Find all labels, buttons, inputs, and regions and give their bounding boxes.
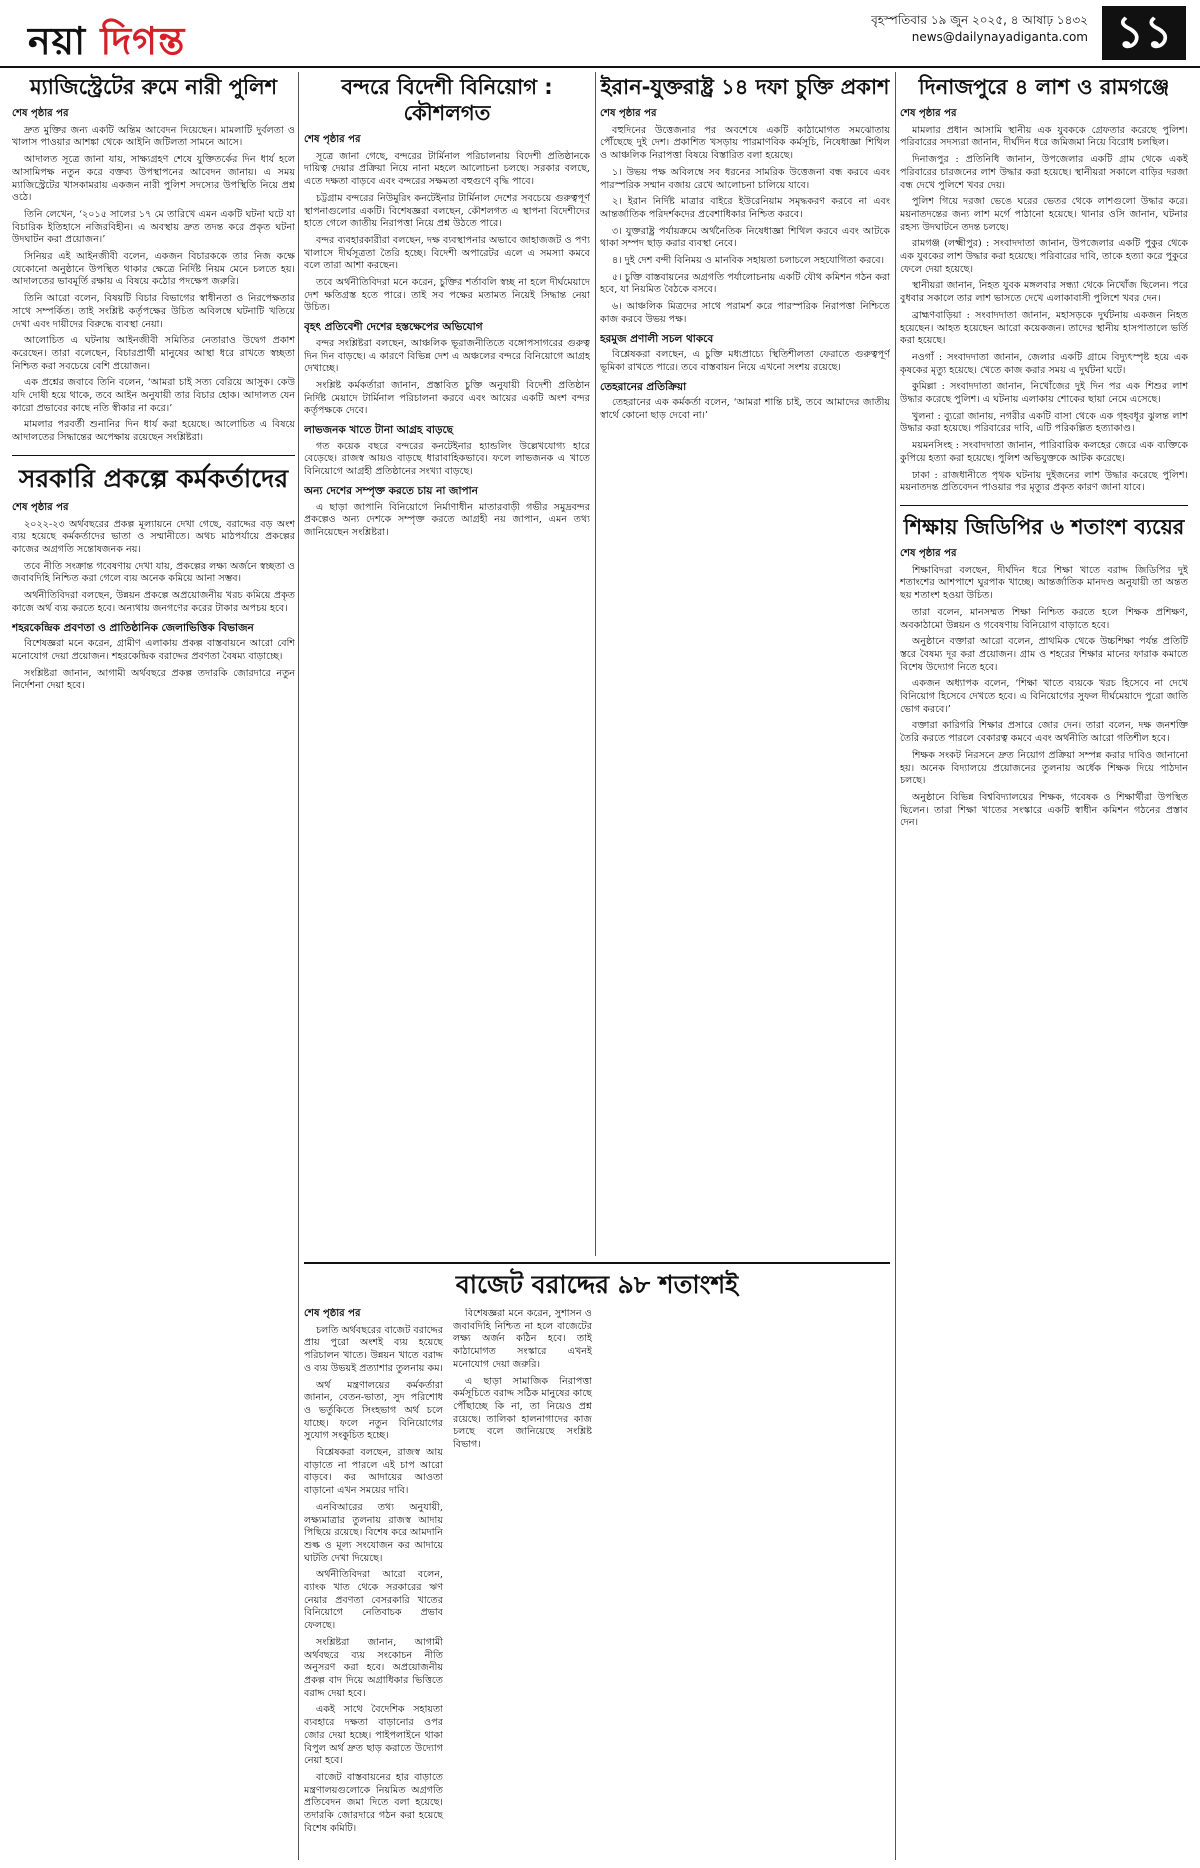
paragraph: তেহরানের এক কর্মকর্তা বলেন, ‘আমরা শান্তি চাই, তবে আমাদের জাতীয় স্বার্থে কোনো ছাড় দেবো না।’ <box>600 397 890 422</box>
article-budget <box>304 1262 890 1862</box>
continued-label: শেষ পৃষ্ঠার পর <box>600 108 657 119</box>
article-govt-project <box>12 464 295 693</box>
paragraph: ২। ইরান নির্দিষ্ট মাত্রার বাইরে ইউরেনিয়াম সমৃদ্ধকরণ করবে না এবং আন্তর্জাতিক পরিদর্শকদের প্রবেশাধিকার নিশ্চিত করবে। <box>600 196 890 220</box>
paragraph: বিশেষজ্ঞরা মনে করেন, গ্রামীণ এলাকায় প্রকল্প বাস্তবায়নে আরো বেশি মনোযোগ দেয়া প্রয়োজন। শহরকেন্দ্রিক বরাদ্দের প্রবণতা বৈষম্য বাড়াচ্ছে। <box>12 638 295 662</box>
subheading: শহরকেন্দ্রিক প্রবণতা ও প্রাতিষ্ঠানিক জেলাভিত্তিক বিভাজন <box>12 621 254 634</box>
paragraph: সংশ্লিষ্টরা জানান, আগামী অর্থবছরে ব্যয় সংকোচন নীতি অনুসরণ করা হবে। অপ্রয়োজনীয় প্রকল্প বাদ দিয়ে অগ্রাধিকার ভিত্তিতে বরাদ্দ দেয়া হবে। <box>304 1636 443 1699</box>
paragraph: অনুষ্ঠানে বক্তারা আরো বলেন, প্রাথমিক থেকে উচ্চশিক্ষা পর্যন্ত প্রতিটি স্তরে বৈষম্য দূর করা প্রয়োজন। গ্রাম ও শহরের শিক্ষার মানের ফারাক কমাতে বিশেষ উদ্যোগ নিতে হবে। <box>900 636 1188 673</box>
column-3 <box>600 72 890 1256</box>
paragraph: খুলনা : ব্যুরো জানায়, নগরীর একটি বাসা থেকে এক গৃহবধূর ঝুলন্ত লাশ উদ্ধার করা হয়েছে। পরিবারের দাবি, এটি পরিকল্পিত হত্যাকাণ্ড। <box>900 410 1188 435</box>
paragraph: চট্টগ্রাম বন্দরের নিউমুরিং কনটেইনার টার্মিনাল দেশের সবচেয়ে গুরুত্বপূর্ণ স্থাপনাগুলোর একটি। বিশেষজ্ঞরা বলছেন, কৌশলগত এ স্থাপনা বিদেশীদের হাতে গেলে জাতীয় নিরাপত্তা নিয়ে প্রশ্ন উঠতে পারে। <box>304 192 590 230</box>
newspaper-logo <box>28 12 185 76</box>
column-2 <box>304 72 590 1256</box>
paragraph: তবে অর্থনীতিবিদরা মনে করেন, চুক্তির শর্তাবলি স্বচ্ছ না হলে দীর্ঘমেয়াদে দেশ ক্ষতিগ্রস্ত হতে পারে। তাই সব পক্ষের মতামত নিয়েই সিদ্ধান্ত নেয়া উচিত। <box>304 277 590 314</box>
paragraph: ২০২২-২৩ অর্থবছরের প্রকল্প মূল্যায়নে দেখা গেছে, বরাদ্দের বড় অংশ ব্যয় হয়েছে কর্মকর্তাদের ভাতা ও সম্মানীতে। অথচ মাঠপর্যায়ে প্রকল্পের কাজের অগ্রগতি সন্তোষজনক নয়। <box>12 518 295 555</box>
paragraph: তবে নীতি সংক্রান্ত গবেষণায় দেখা যায়, প্রকল্পের লক্ষ্য অর্জনে স্বচ্ছতা ও জবাবদিহি নিশ্চিত করা গেলে ব্যয় অনেক কমিয়ে আনা সম্ভব। <box>12 560 295 585</box>
headline: দিনাজপুরে ৪ লাশ ও রামগঞ্জে <box>918 75 1170 99</box>
contact-email: news@dailynayadiganta.com <box>911 30 1088 44</box>
paragraph: বিশেষজ্ঞরা মনে করেন, সুশাসন ও জবাবদিহি নিশ্চিত না হলে বাজেটের লক্ষ্য অর্জন কঠিন হবে। তাই কাঠামোগত সংস্কারে এখনই মনোযোগ দেয়া জরুরি। <box>453 1308 592 1370</box>
page-number: ১১ <box>1102 6 1186 60</box>
column-rule <box>595 72 596 1256</box>
masthead-meta <box>871 12 1088 46</box>
paragraph: সূত্রে জানা গেছে, বন্দরের টার্মিনাল পরিচালনায় বিদেশী প্রতিষ্ঠানকে দায়িত্ব দেয়ার প্রক্রিয়া নিয়ে নানা মহলে আলোচনা চলছে। সরকার বলছে, এতে দক্ষতা বাড়বে এবং বন্দরের সক্ষমতা বহুগুণে বৃদ্ধি পাবে। <box>304 150 590 188</box>
paragraph: এ ছাড়া জাপানি বিনিয়োগে নির্মাণাধীন মাতারবাড়ী গভীর সমুদ্রবন্দর প্রকল্পেও অন্য দেশকে সম্পৃক্ত করতে আগ্রহী নয় জাপান, এমন তথ্য জানিয়েছেন সংশ্লিষ্টরা। <box>304 501 590 538</box>
paragraph: কুমিল্লা : সংবাদদাতা জানান, নিখোঁজের দুই দিন পর এক শিশুর লাশ উদ্ধার করেছে পুলিশ। এ ঘটনায় এলাকায় শোকের ছায়া নেমে এসেছে। <box>900 381 1188 406</box>
paragraph: এনবিআরের তথ্য অনুযায়ী, লক্ষ্যমাত্রার তুলনায় রাজস্ব আদায় পিছিয়ে রয়েছে। বিশেষ করে আমদানি শুল্ক ও মূল্য সংযোজন কর আদায়ে ঘাটতি দেখা দিয়েছে। <box>304 1501 443 1564</box>
paragraph: তিনি লেখেন, ‘২০১৫ সালের ১৭ মে তারিখে এমন একটি ঘটনা ঘটে যা বিচারিক ইতিহাসে নজিরবিহীন। এ অবস্থায় দ্রুত তদন্ত করে প্রকৃত ঘটনা উদঘাটন করা প্রয়োজন।’ <box>12 208 295 246</box>
paragraph: পুলিশ গিয়ে দরজা ভেঙে ঘরের ভেতর থেকে লাশগুলো উদ্ধার করে। ময়নাতদন্তের জন্য লাশ মর্গে পাঠানো হয়েছে। থানার ওসি জানান, ঘটনার রহস্য উদঘাটনে তদন্ত চলছে। <box>900 196 1188 233</box>
paragraph: অর্থনীতিবিদরা আরো বলেন, ব্যাংক খাত থেকে সরকারের ঋণ নেয়ার প্রবণতা বেসরকারি খাতের বিনিয়োগে নেতিবাচক প্রভাব ফেলছে। <box>304 1569 443 1632</box>
paragraph: শিক্ষাবিদরা বলছেন, দীর্ঘদিন ধরে শিক্ষা খাতে বরাদ্দ জিডিপির দুই শতাংশের আশপাশে ঘুরপাক খাচ্ছে। আন্তর্জাতিক মানদণ্ড অনুযায়ী তা অন্তত ছয় শতাংশ হওয়া উচিত। <box>900 564 1188 602</box>
masthead <box>0 0 1200 68</box>
paragraph: সংশ্লিষ্টরা জানান, আগামী অর্থবছরে প্রকল্প তদারকি জোরদারে নতুন নির্দেশনা দেয়া হবে। <box>12 667 295 692</box>
article-iran-us <box>600 74 890 423</box>
headline: শিক্ষায় জিডিপির ৬ শতাংশ ব্যয়ের <box>903 514 1185 539</box>
paragraph: গত কয়েক বছরে বন্দরের কনটেইনার হ্যান্ডলিং উল্লেখযোগ্য হারে বেড়েছে। রাজস্ব আয়ও বাড়ছে ধারাবাহিকভাবে। ফলে লাভজনক এ খাতে বিনিয়োগে আগ্রহী প্রতিষ্ঠানের সংখ্যা বাড়ছে। <box>304 440 590 478</box>
article-education <box>900 514 1188 830</box>
article-divider <box>12 455 295 456</box>
column-4 <box>900 72 1188 1860</box>
continued-label: শেষ পৃষ্ঠার পর <box>900 108 957 119</box>
paragraph: ৪। দুই দেশ বন্দী বিনিময় ও মানবিক সহায়তা চলাচলে সহযোগিতা করবে। <box>612 255 885 267</box>
paragraph: ময়মনসিংহ : সংবাদদাতা জানান, পারিবারিক কলহের জেরে এক ব্যক্তিকে কুপিয়ে হত্যা করা হয়েছে। পুলিশ অভিযুক্তকে আটক করেছে। <box>900 440 1188 464</box>
paragraph: দিনাজপুর : প্রতিনিধি জানান, উপজেলার একটি গ্রাম থেকে একই পরিবারের চারজনের লাশ উদ্ধার করা হয়েছে। স্থানীয়রা সকালে বাড়ির দরজা বন্ধ দেখে পুলিশে খবর দেয়। <box>900 154 1188 191</box>
paragraph: এ ছাড়া সামাজিক নিরাপত্তা কর্মসূচিতে বরাদ্দ সঠিক মানুষের কাছে পৌঁছাচ্ছে কি না, তা নিয়েও প্রশ্ন রয়েছে। তালিকা হালনাগাদের কাজ চলছে বলে জানিয়েছে সংশ্লিষ্ট বিভাগ। <box>453 1375 592 1451</box>
paragraph: একজন অধ্যাপক বলেন, ‘শিক্ষা খাতে ব্যয়কে খরচ হিসেবে না দেখে বিনিয়োগ হিসেবে দেখতে হবে। এ বিনিয়োগের সুফল দীর্ঘমেয়াদে পুরো জাতি ভোগ করবে।’ <box>900 678 1188 715</box>
headline: সরকারি প্রকল্পে কর্মকর্তাদের <box>18 463 289 493</box>
subheading: হরমুজ প্রণালী সচল থাকবে <box>600 332 714 345</box>
paragraph: রামগঞ্জ (লক্ষ্মীপুর) : সংবাদদাতা জানান, উপজেলার একটি পুকুর থেকে এক যুবকের লাশ উদ্ধার করা হয়েছে। পরিবারের দাবি, তাকে হত্যা করে পুকুরে ফেলে দেয়া হয়েছে। <box>900 238 1188 275</box>
headline: ইরান-যুক্তরাষ্ট্র ১৪ দফা চুক্তি প্রকাশ <box>600 75 890 99</box>
issue-date: বৃহস্পতিবার ১৯ জুন ২০২৫, ৪ আষাঢ় ১৪৩২ <box>871 13 1088 27</box>
article-port <box>304 74 590 540</box>
subheading: বৃহৎ প্রতিবেশী দেশের হস্তক্ষেপের অভিযোগ <box>304 321 483 334</box>
paragraph: একই সাথে বৈদেশিক সহায়তা ব্যবহারে দক্ষতা বাড়ানোর ওপর জোর দেয়া হচ্ছে। পাইপলাইনে থাকা বিপুল অর্থ দ্রুত ছাড় করাতে উদ্যোগ নেয়া হবে। <box>304 1704 443 1767</box>
subheading: তেহরানের প্রতিক্রিয়া <box>600 380 687 393</box>
article-magistrate <box>12 74 295 445</box>
continued-label: শেষ পৃষ্ঠার পর <box>304 1308 361 1319</box>
paragraph: বিশ্লেষকরা বলছেন, রাজস্ব আয় বাড়াতে না পারলে এই চাপ আরো বাড়বে। কর আদায়ের আওতা বাড়ানো এখন সময়ের দাবি। <box>304 1447 443 1497</box>
paragraph: অর্থ মন্ত্রণালয়ের কর্মকর্তারা জানান, বেতন-ভাতা, সুদ পরিশোধ ও ভর্তুকিতে সিংহভাগ অর্থ চলে যাচ্ছে। ফলে নতুন বিনিয়োগের সুযোগ সংকুচিত হচ্ছে। <box>304 1379 443 1442</box>
paragraph: তিনি আরো বলেন, বিষয়টি বিচার বিভাগের স্বাধীনতা ও নিরপেক্ষতার সাথে সম্পর্কিত। তাই সংশ্লিষ্ট কর্তৃপক্ষের উচিত অবিলম্বে ঘটনাটি খতিয়ে দেখা এবং দায়ীদের বিরুদ্ধে ব্যবস্থা নেয়া। <box>12 293 295 330</box>
continued-label: শেষ পৃষ্ঠার পর <box>12 108 69 119</box>
paragraph: মামলার প্রধান আসামি স্থানীয় এক যুবককে গ্রেফতার করেছে পুলিশ। পরিবারের সদস্যরা জানান, দীর্ঘদিন ধরে জমিজমা নিয়ে বিরোধ চলছিল। <box>900 124 1188 149</box>
paragraph: সিনিয়র এই আইনজীবী বলেন, একজন বিচারককে তার নিজ কক্ষে যেকোনো অনুষ্ঠানে উপস্থিত থাকার ক্ষেত্রে নির্দিষ্ট নিয়ম মেনে চলতে হয়। আদালতের ভাবমূর্তি রক্ষায় এ বিষয়ে কঠোর পদক্ষেপ জরুরি। <box>12 251 295 288</box>
subheading: লাভজনক খাতে টানা আগ্রহ বাড়ছে <box>304 424 454 437</box>
paragraph: ১। উভয় পক্ষ অবিলম্বে সব ধরনের সামরিক উত্তেজনা বন্ধ করবে এবং পারস্পরিক সম্মান বজায় রেখে আলোচনা চালিয়ে যাবে। <box>600 166 890 191</box>
paragraph: শিক্ষক সংকট নিরসনে দ্রুত নিয়োগ প্রক্রিয়া সম্পন্ন করার দাবিও জানানো হয়। অনেক বিদ্যালয়ে প্রয়োজনের তুলনায় অর্ধেক শিক্ষক দিয়ে পাঠদান চলছে। <box>900 749 1188 787</box>
paragraph: আলোচিত এ ঘটনায় আইনজীবী সমিতির নেতারাও উদ্বেগ প্রকাশ করেছেন। তারা বলেছেন, বিচারপ্রার্থী মানুষের আস্থা ধরে রাখতে স্বচ্ছতা নিশ্চিত করা সবচেয়ে বেশি প্রয়োজন। <box>12 335 295 372</box>
paragraph: অনুষ্ঠানে বিভিন্ন বিশ্ববিদ্যালয়ের শিক্ষক, গবেষক ও শিক্ষার্থীরা উপস্থিত ছিলেন। তারা শিক্ষা খাতের সংস্কারে একটি স্বাধীন কমিশন গঠনের প্রস্তাব দেন। <box>900 791 1188 829</box>
article-dinajpur <box>900 74 1188 495</box>
paragraph: নওগাঁ : সংবাদদাতা জানান, জেলার একটি গ্রামে বিদ্যুৎস্পৃষ্ট হয়ে এক কৃষকের মৃত্যু হয়েছে। খেতে কাজ করার সময় এ দুর্ঘটনা ঘটে। <box>900 351 1188 376</box>
paragraph: দ্রুত মুক্তির জন্য একটি অন্তিম আবেদন দিয়েছেন। মামলাটি দুর্বলতা ও খালাস পাওয়ার আশঙ্কা থেকে আইনি জটিলতা সামনে আসে। <box>12 124 295 149</box>
paragraph: সংশ্লিষ্ট কর্মকর্তারা জানান, প্রস্তাবিত চুক্তি অনুযায়ী বিদেশী প্রতিষ্ঠান নির্দিষ্ট মেয়াদে টার্মিনাল পরিচালনা করবে এবং আয়ের একটি অংশ বন্দর কর্তৃপক্ষকে দেবে। <box>304 379 590 417</box>
paragraph: মামলার পরবর্তী শুনানির দিন ধার্য করা হয়েছে। আলোচিত এ বিষয়ে আদালতের সিদ্ধান্তের অপেক্ষায় রয়েছেন সংশ্লিষ্টরা। <box>12 419 295 444</box>
paragraph: বহুদিনের উত্তেজনার পর অবশেষে একটি কাঠামোগত সমঝোতায় পৌঁছেছে দুই দেশ। প্রকাশিত খসড়ায় পারমাণবিক কর্মসূচি, নিষেধাজ্ঞা শিথিল ও আঞ্চলিক নিরাপত্তা বিষয়ে বিস্তারিত বলা হয়েছে। <box>600 124 890 162</box>
article-divider <box>900 505 1188 506</box>
paragraph: বক্তারা কারিগরি শিক্ষার প্রসারে জোর দেন। তারা বলেন, দক্ষ জনশক্তি তৈরি করতে পারলে বেকারত্ব কমবে এবং অর্থনীতি আরো গতিশীল হবে। <box>900 720 1188 745</box>
paragraph: অর্থনীতিবিদরা বলছেন, উন্নয়ন প্রকল্পে অপ্রয়োজনীয় খরচ কমিয়ে প্রকৃত কাজে অর্থ ব্যয় করতে হবে। অন্যথায় জনগণের করের টাকার অপচয় হবে। <box>12 590 295 614</box>
continued-label: শেষ পৃষ্ঠার পর <box>304 134 361 145</box>
continued-label: শেষ পৃষ্ঠার পর <box>12 501 69 513</box>
headline: ম্যাজিস্ট্রেটের রুমে নারী পুলিশ <box>29 75 278 99</box>
paragraph: আদালত সূত্রে জানা যায়, সাক্ষ্যগ্রহণ শেষে যুক্তিতর্কের দিন ধার্য হলে আসামিপক্ষ নতুন করে বক্তব্য উপস্থাপনের আবেদন জানায়। এ সময় ম্যাজিস্ট্রেটের খাসকামরায় একজন নারী পুলিশ সদস্যের উপস্থিতি নিয়ে প্রশ্ন ওঠে। <box>12 154 295 204</box>
paragraph: বিশ্লেষকরা বলছেন, এ চুক্তি মধ্যপ্রাচ্যে স্থিতিশীলতা ফেরাতে গুরুত্বপূর্ণ ভূমিকা রাখতে পারে। তবে বাস্তবায়ন নিয়ে এখনো সংশয় রয়েছে। <box>600 349 890 373</box>
paragraph: চলতি অর্থবছরের বাজেট বরাদ্দের প্রায় পুরো অংশই ব্যয় হয়েছে পরিচালন খাতে। উন্নয়ন খাতে বরাদ্দ ও ব্যয় উভয়ই প্রত্যাশার তুলনায় কম। <box>304 1324 443 1374</box>
logo-part-1: নয়া <box>28 18 87 63</box>
paragraph: বন্দর সংশ্লিষ্টরা বলছেন, আঞ্চলিক ভূরাজনীতিতে বঙ্গোপসাগরের গুরুত্ব দিন দিন বাড়ছে। এ কারণে বিভিন্ন দেশ এ অঞ্চলের বন্দরে বিনিয়োগে আগ্রহ দেখাচ্ছে। <box>304 337 590 375</box>
column-rule <box>298 72 299 1860</box>
paragraph: স্থানীয়রা জানান, নিহত যুবক মঙ্গলবার সন্ধ্যা থেকে নিখোঁজ ছিলেন। পরে বুধবার সকালে তার লাশ ভাসতে দেখে এলাকাবাসী পুলিশে খবর দেন। <box>900 280 1188 305</box>
logo-part-2: দিগন্ত <box>100 18 186 63</box>
paragraph: এক প্রশ্নের জবাবে তিনি বলেন, ‘আমরা চাই সত্য বেরিয়ে আসুক। কেউ যদি দোষী হয়ে থাকে, তবে আইন অনুযায়ী তার বিচার হোক। আদালত যেন কারো প্রভাবের কাছে নতি স্বীকার না করে।’ <box>12 377 295 414</box>
paragraph: ব্রাহ্মণবাড়িয়া : সংবাদদাতা জানান, মহাসড়কে দুর্ঘটনায় একজন নিহত হয়েছেন। আহত হয়েছেন আরো কয়েকজন। তাদের স্থানীয় হাসপাতালে ভর্তি করা হয়েছে। <box>900 309 1188 347</box>
budget-body <box>304 1308 890 1848</box>
paragraph: ৫। চুক্তি বাস্তবায়নের অগ্রগতি পর্যালোচনায় একটি যৌথ কমিশন গঠন করা হবে, যা নিয়মিত বৈঠকে বসবে। <box>600 271 890 296</box>
paragraph: ৬। আঞ্চলিক মিত্রদের সাথে পরামর্শ করে পারস্পরিক নিরাপত্তা নিশ্চিতে কাজ করবে উভয় পক্ষ। <box>600 301 890 325</box>
subheading: অন্য দেশের সম্পৃক্ত করতে চায় না জাপান <box>304 484 478 497</box>
continued-label: শেষ পৃষ্ঠার পর <box>900 547 957 559</box>
headline: বন্দরে বিদেশী বিনিয়োগ : কৌশলগত <box>341 75 553 125</box>
column-1 <box>12 72 295 1860</box>
paragraph: ৩। যুক্তরাষ্ট্র পর্যায়ক্রমে অর্থনৈতিক নিষেধাজ্ঞা শিথিল করবে এবং আটকে থাকা সম্পদ ছাড় করার ব্যবস্থা নেবে। <box>600 225 890 250</box>
paragraph: বাজেট বাস্তবায়নের হার বাড়াতে মন্ত্রণালয়গুলোকে নিয়মিত অগ্রগতি প্রতিবেদন জমা দিতে বলা হয়েছে। তদারকি জোরদারে গঠন করা হয়েছে বিশেষ কমিটি। <box>304 1771 443 1834</box>
paragraph: বন্দর ব্যবহারকারীরা বলছেন, দক্ষ ব্যবস্থাপনার অভাবে জাহাজজট ও পণ্য খালাসে দীর্ঘসূত্রতা তৈরি হচ্ছে। বিদেশী অপারেটর এলে এ সমস্যা কমবে বলে তারা আশা করছেন। <box>304 234 590 272</box>
paragraph: ঢাকা : রাজধানীতে পৃথক ঘটনায় দুইজনের লাশ উদ্ধার করেছে পুলিশ। ময়নাতদন্ত প্রতিবেদন পাওয়ার পর মৃত্যুর প্রকৃত কারণ জানা যাবে। <box>900 469 1188 494</box>
column-rule <box>895 72 896 1860</box>
paragraph: তারা বলেন, মানসম্মত শিক্ষা নিশ্চিত করতে হলে শিক্ষক প্রশিক্ষণ, অবকাঠামো উন্নয়ন ও গবেষণায় বিনিয়োগ বাড়াতে হবে। <box>900 606 1188 631</box>
headline: বাজেট বরাদ্দের ৯৮ শতাংশই <box>455 1270 739 1299</box>
